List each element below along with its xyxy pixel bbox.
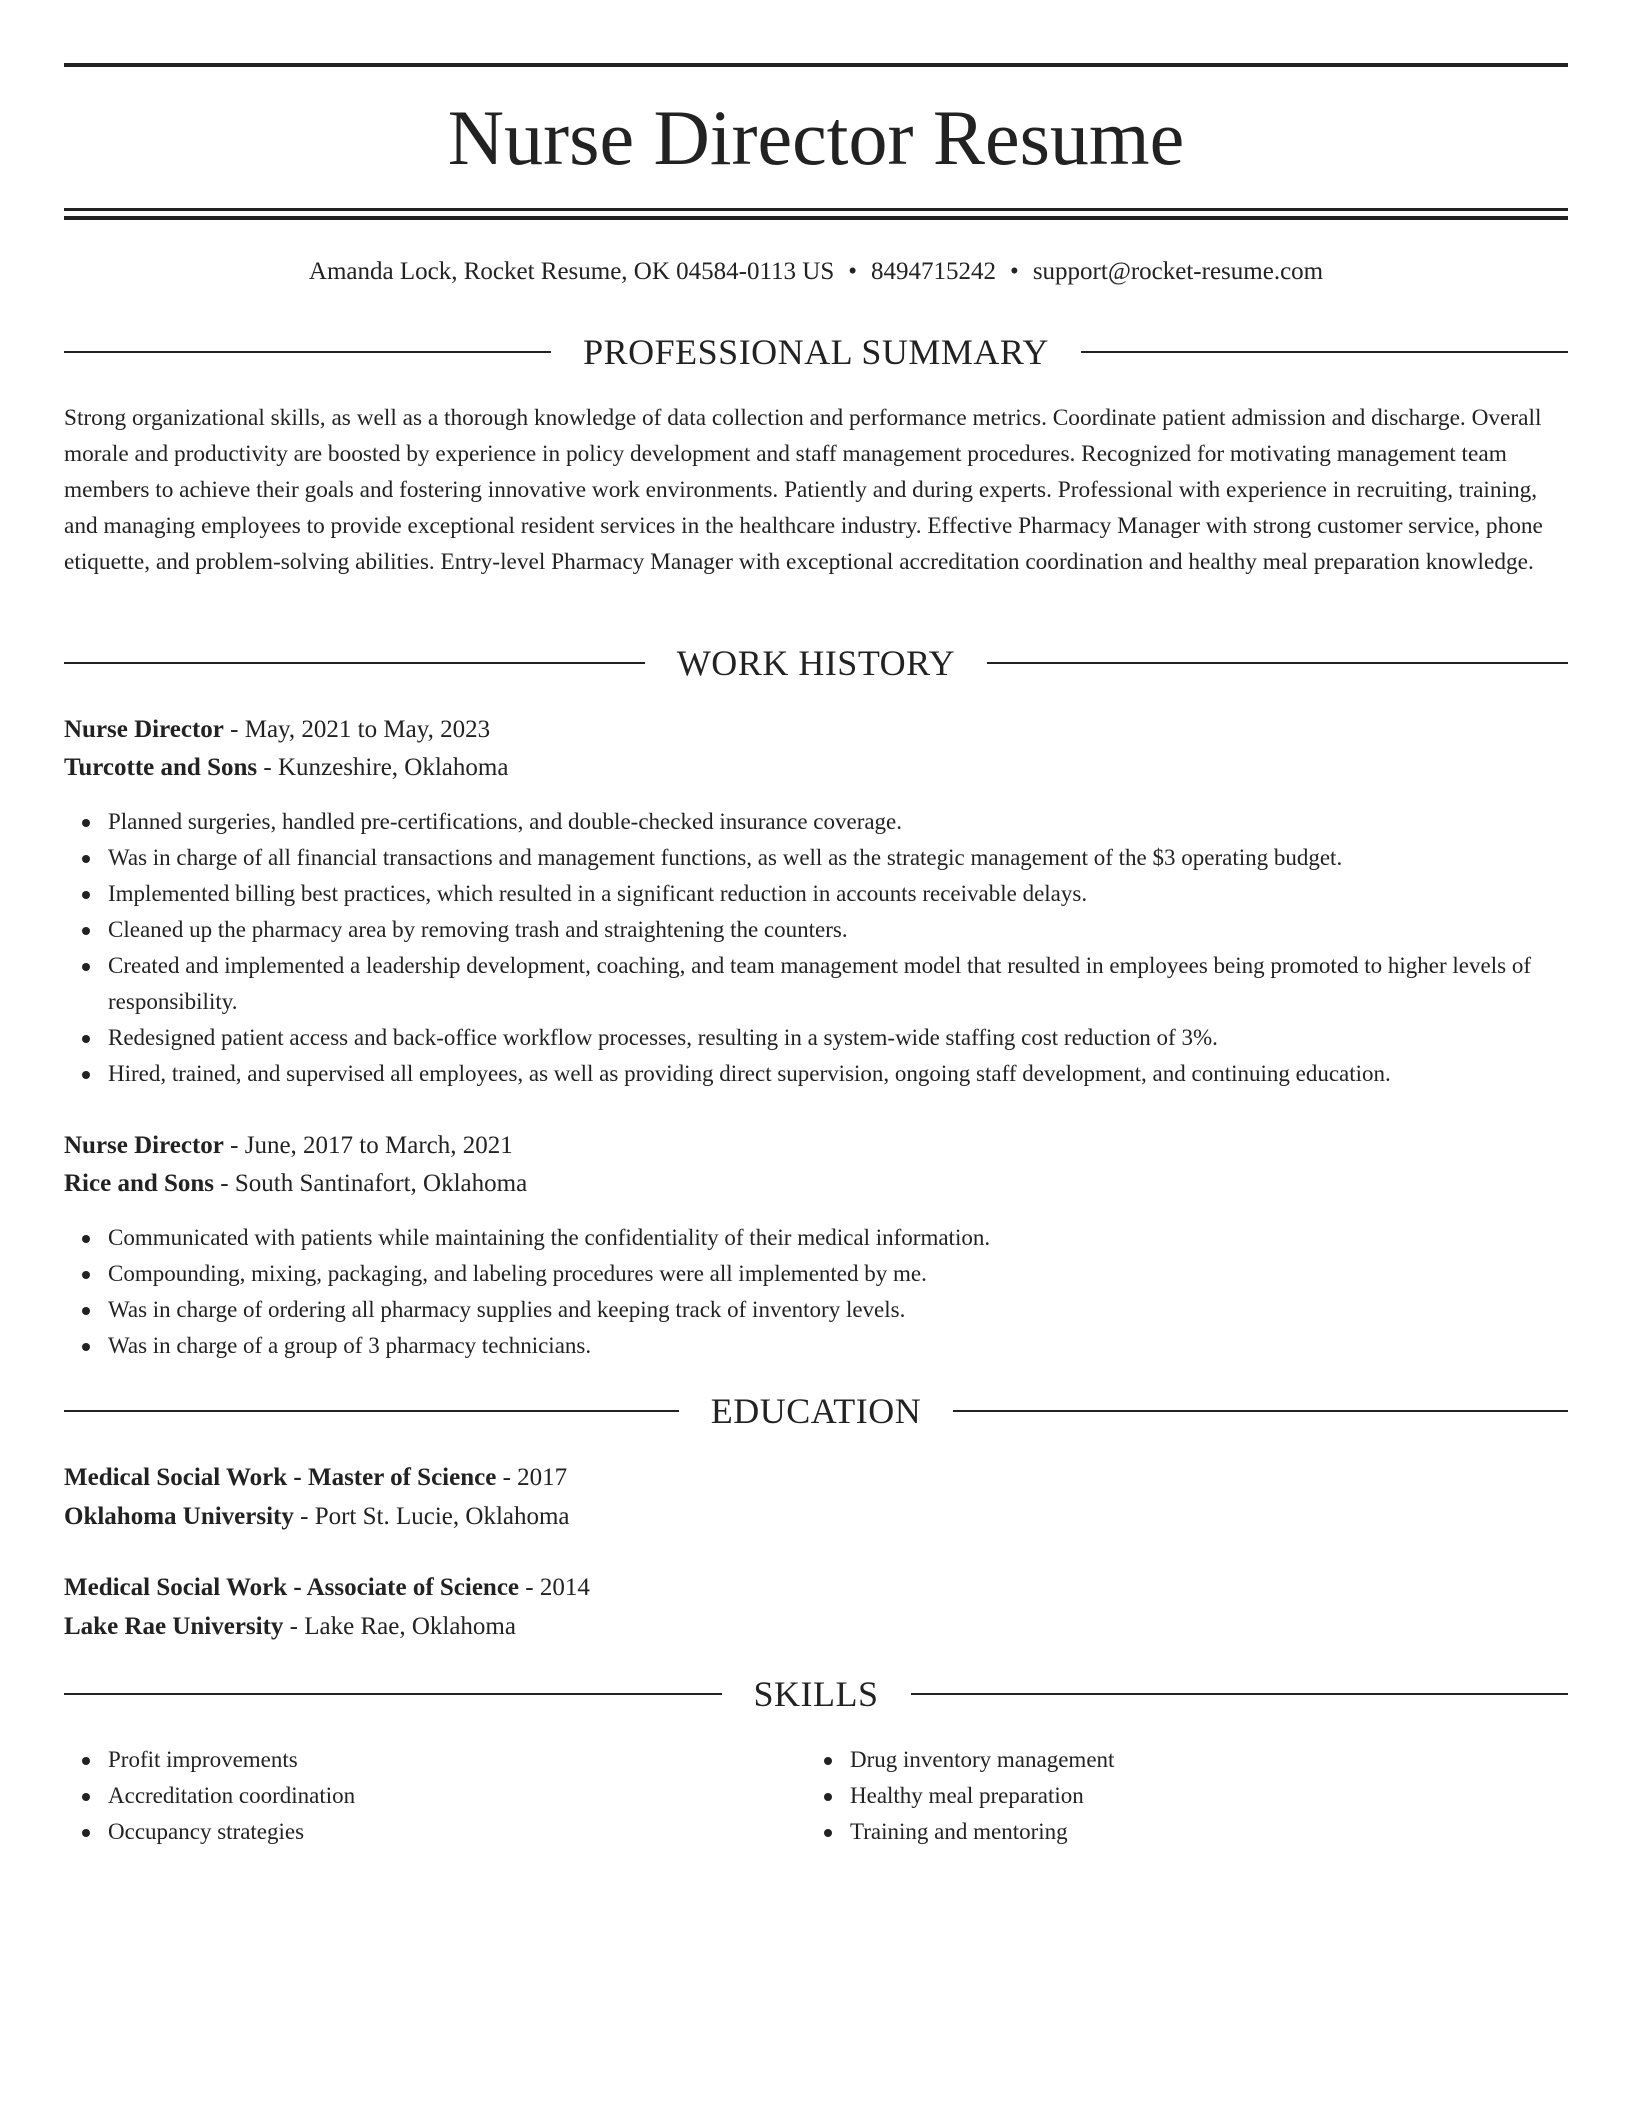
section-title-work-history: WORK HISTORY [676,643,956,683]
job-company: Turcotte and Sons [64,754,258,781]
dash: - [230,1132,239,1159]
section-title-summary: PROFESSIONAL SUMMARY [583,332,1049,372]
contact-separator: • [1010,258,1019,285]
resume-title: Nurse Director Resume [447,94,1185,181]
list-item: Created and implemented a leadership development, coaching, and team management model that resulted in employees being promoted to higher levels of responsibility. [108,948,1568,1020]
section-header-education [64,1389,1568,1433]
dash: - [230,716,239,743]
list-item: Cleaned up the pharmacy area by removing trash and straightening the counters. [108,912,1568,948]
job-bullet-list [64,1220,1568,1364]
top-rule [64,63,1568,67]
list-item: Communicated with patients while maintaining the confidentiality of their medical information. [108,1220,1568,1256]
contact-email: support@rocket-resume.com [1032,258,1324,285]
section-rule-left [64,1410,679,1412]
section-title-education: EDUCATION [710,1391,922,1431]
section-rule-left [64,1693,722,1695]
job-dates: May, 2021 to May, 2023 [244,716,491,743]
section-header-skills [64,1672,1568,1716]
section-rule-right [1081,351,1568,353]
job-company: Rice and Sons [64,1170,215,1197]
list-item: Was in charge of ordering all pharmacy supplies and keeping track of inventory levels. [108,1292,1568,1328]
education-school: Oklahoma University [64,1503,294,1530]
dash: - [502,1464,511,1491]
job-title: Nurse Director [64,1132,224,1159]
section-rule-right [987,662,1568,664]
list-item: Implemented billing best practices, which resulted in a significant reduction in accounts receivable delays. [108,876,1568,912]
section-rule-right [953,1410,1568,1412]
education-school-line [64,1498,1568,1536]
list-item: Was in charge of a group of 3 pharmacy technicians. [108,1328,1568,1364]
list-item: Planned surgeries, handled pre-certifications, and double-checked insurance coverage. [108,804,1568,840]
skills-list-right [806,1742,1632,1850]
section-rule-left [64,351,551,353]
section-title-skills: SKILLS [753,1674,879,1714]
list-item: Hired, trained, and supervised all employees, as well as providing direct supervision, ongoing staff development, and continuing education. [108,1056,1568,1092]
list-item: Drug inventory management [850,1742,1632,1778]
list-item: Compounding, mixing, packaging, and labeling procedures were all implemented by me. [108,1256,1568,1292]
section-rule-left [64,662,645,664]
contact-phone: 8494715242 [871,258,997,285]
job-company-line [64,749,1568,787]
summary-paragraph: Strong organizational skills, as well as a thorough knowledge of data collection and performance metrics. Coordinate patient admission and discharge. Overall morale and productivity are boosted by experience in policy development and staff management procedures. Recognized for motivating management team members to achieve their goals and fostering innovative work environments. Patiently and during experts. Professional with experience in recruiting, training, and managing employees to provide exceptional resident services in the healthcare industry. Effective Pharmacy Manager with strong customer service, phone etiquette, and problem-solving abilities. Entry-level Pharmacy Manager with exceptional accreditation coordination and healthy meal preparation knowledge. [64,405,1543,575]
education-location: Lake Rae, Oklahoma [304,1613,516,1640]
list-item: Profit improvements [108,1742,1568,1778]
section-rule-right [911,1693,1569,1695]
dash: - [525,1574,534,1601]
contact-address: Amanda Lock, Rocket Resume, OK 04584-0113 US [308,258,835,285]
dash: - [220,1170,229,1197]
education-location: Port St. Lucie, Oklahoma [314,1503,570,1530]
list-item: Training and mentoring [850,1814,1632,1850]
list-item: Was in charge of all financial transactions and management functions, as well as the strategic management of the $3 operating budget. [108,840,1568,876]
dash: - [289,1613,298,1640]
education-degree: Medical Social Work - Master of Science [64,1464,497,1491]
job-title-line [64,1127,1568,1165]
job-title-line [64,711,1568,749]
education-school-line [64,1608,1568,1646]
education-degree: Medical Social Work - Associate of Science [64,1574,520,1601]
education-year: 2017 [517,1464,568,1491]
section-header-work-history [64,641,1568,685]
contact-separator: • [848,258,858,285]
education-degree-line [64,1459,1568,1497]
list-item: Redesigned patient access and back-office workflow processes, resulting in a system-wide staffing cost reduction of 3%. [108,1020,1568,1056]
dash: - [263,754,272,781]
job-title: Nurse Director [64,716,224,743]
education-year: 2014 [539,1574,590,1601]
list-item: Healthy meal preparation [850,1778,1632,1814]
title-rule-lower [64,216,1568,220]
education-degree-line [64,1569,1568,1607]
list-item: Occupancy strategies [108,1814,1568,1850]
dash: - [300,1503,309,1530]
contact-line [64,254,1568,290]
section-header-summary [64,330,1568,374]
education-school: Lake Rae University [64,1613,284,1640]
job-location: South Santinafort, Oklahoma [234,1170,528,1197]
job-company-line [64,1165,1568,1203]
list-item: Accreditation coordination [108,1778,1568,1814]
job-dates: June, 2017 to March, 2021 [244,1132,513,1159]
title-rule-upper [64,208,1568,211]
job-bullet-list [64,804,1568,1092]
job-location: Kunzeshire, Oklahoma [277,754,509,781]
